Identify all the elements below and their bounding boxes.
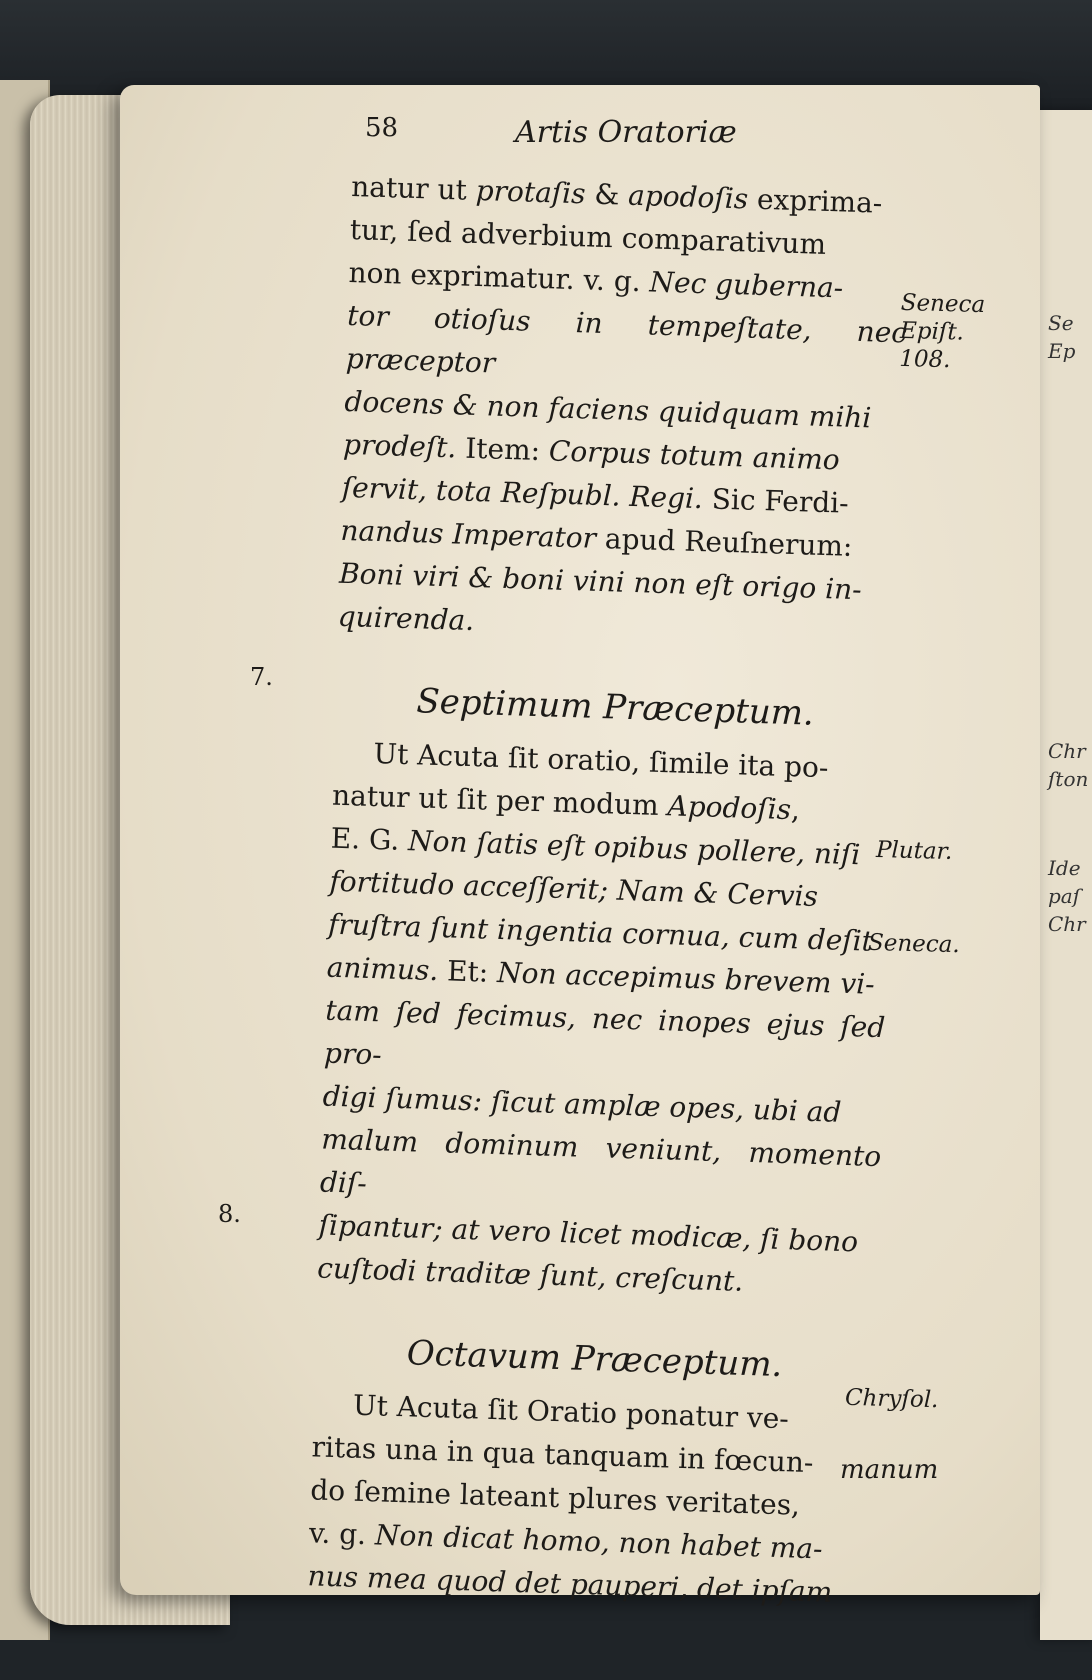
- text-line: tor otioſus in tempeſtate, nec præceptor: [345, 298, 908, 380]
- page-number: 58: [365, 113, 399, 143]
- text-line: tam ſed fecimus, nec inopes ejus ſed pro-: [323, 993, 886, 1072]
- facing-page-fragment: ſton: [1048, 767, 1089, 791]
- facing-page-fragment: paſ: [1048, 884, 1081, 908]
- text-line: non exprimatur. v. g. Nec guberna-: [348, 255, 844, 305]
- text-line: natur ut ſit per modum Apodoſis,: [331, 778, 801, 827]
- text-line: fruſtra ſunt ingentia cornua, cum deſit: [327, 907, 874, 958]
- book-page: [120, 85, 1040, 1609]
- text-line: digi ſumus: ſicut amplæ opes, ubi ad: [322, 1079, 842, 1129]
- margin-note: Chryſol.: [844, 1384, 939, 1414]
- margin-note: Seneca.: [867, 929, 961, 959]
- text-line: v. g. Non dicat homo, non habet ma-: [308, 1516, 824, 1566]
- section-number: 7.: [250, 663, 273, 691]
- text-line: tur, ſed adverbium comparativum: [349, 212, 827, 261]
- margin-note: Plutar.: [875, 837, 953, 865]
- section-heading: Octavum Præceptum.: [406, 1333, 783, 1386]
- facing-page-fragment: Ide: [1048, 856, 1081, 880]
- text-line: quirenda.: [337, 599, 475, 638]
- text-line: Ut Acuta ſit oratio, ſimile ita po-: [373, 736, 829, 785]
- facing-page-fragment: Se: [1048, 311, 1074, 335]
- facing-page-edge: [1040, 110, 1092, 1640]
- text-line: nandus Imperator apud Reuſnerum:: [340, 513, 853, 563]
- page-header: [365, 113, 925, 163]
- running-title: Artis Oratoriæ: [515, 115, 737, 150]
- text-line: Ut Acuta ſit Oratio ponatur ve-: [352, 1388, 790, 1436]
- facing-page-fragment: Chr: [1048, 739, 1086, 763]
- text-line: ritas una in qua tanquam in fœcun-: [311, 1430, 814, 1480]
- text-line: Boni viri & boni vini non eſt origo in-: [338, 556, 863, 607]
- text-line: ſervit, tota Reſpubl. Regi. Sic Ferdi-: [341, 470, 850, 520]
- text-line: ſipantur; at vero licet modicæ, ſi bono: [318, 1208, 859, 1259]
- text-line: malum dominum veniunt, momento diſ-: [319, 1122, 882, 1200]
- facing-page-fragment: Ep: [1048, 339, 1076, 363]
- text-line: natur ut protaſis & apodoſis exprima-: [350, 169, 883, 220]
- margin-note: Seneca Epiſt. 108.: [898, 289, 986, 374]
- text-line: nus mea quod det pauperi, det ipſam: [307, 1559, 833, 1609]
- text-line: prodeſt. Item: Corpus totum animo: [342, 427, 841, 477]
- text-line: animus. Et: Non accepimus brevem vi-: [326, 950, 876, 1001]
- text-line: cuſtodi traditæ ſunt, creſcunt.: [316, 1251, 744, 1298]
- text-line: fortitudo acceſſerit; Nam & Cervis: [328, 864, 819, 913]
- body-text: [307, 165, 912, 1615]
- text-line: do ſemine lateant plures veritates,: [309, 1473, 801, 1522]
- facing-page-fragment: Chr: [1048, 912, 1086, 936]
- catchword: manum: [840, 1455, 939, 1485]
- text-line: E. G. Non ſatis eſt opibus pollere, niſi: [330, 821, 861, 872]
- section-number: 8.: [218, 1200, 241, 1228]
- section-heading: Septimum Præceptum.: [415, 681, 815, 734]
- text-line: docens & non faciens quidquam mihi: [344, 384, 872, 435]
